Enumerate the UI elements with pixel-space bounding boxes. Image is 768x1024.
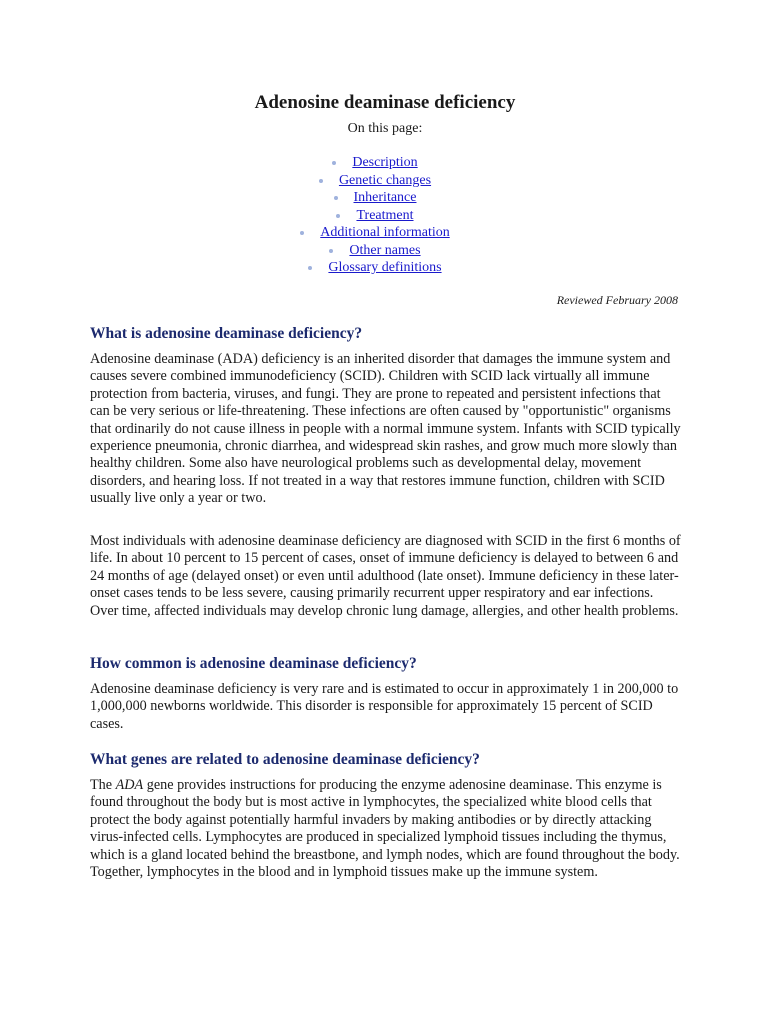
toc-link-treatment[interactable]: Treatment (356, 207, 414, 223)
gene-name: ADA (115, 777, 144, 793)
section-paragraph: Adenosine deaminase (ADA) deficiency is an inherited disorder that damages the immune system and causes severe combined immunodeficiency (SCID). Children with SCID lack virtually all immune protection from bacteria, viruses, and fungi. They are prone to repeated and persistent infections that can be very serious or life-threatening. These infections are often caused by "opportunistic" organisms that ordinarily do not cause illness in people with a normal immune system. Infants with SCID typically experience pneumonia, chronic diarrhea, and widespread skin rashes, and grow much more slowly than healthy children. Some also have neurological problems such as developmental delay, movement disorders, and hearing loss. If not treated in a way that restores immune function, children with SCID usually live only a year or two. (90, 351, 681, 507)
paragraph-text: The (90, 777, 116, 793)
section-heading-what-is: What is adenosine deaminase deficiency? (90, 325, 363, 342)
toc-item-glossary-definitions (90, 259, 680, 277)
bullet-icon (319, 179, 323, 183)
toc-item-additional-information (90, 224, 680, 242)
bullet-icon (329, 249, 333, 253)
toc-link-genetic-changes[interactable]: Genetic changes (338, 172, 432, 188)
bullet-icon (308, 266, 312, 270)
table-of-contents (90, 154, 680, 277)
toc-link-description[interactable]: Description (352, 155, 418, 170)
bullet-icon (336, 214, 340, 218)
toc-link-other-names[interactable]: Other names (349, 242, 421, 258)
bullet-icon (300, 231, 304, 235)
toc-item-inheritance (90, 189, 680, 207)
toc-link-glossary-definitions[interactable]: Glossary definitions (328, 260, 442, 275)
toc-item-treatment (90, 207, 680, 225)
on-this-page-label: On this page: (347, 121, 423, 136)
bullet-icon (334, 196, 338, 200)
bullet-icon (332, 161, 336, 165)
section-paragraph (90, 777, 682, 881)
section-heading-how-common: How common is adenosine deaminase deficiency? (90, 655, 417, 672)
toc-link-additional-information[interactable]: Additional information (320, 225, 450, 240)
section-paragraph: Most individuals with adenosine deaminase deficiency are diagnosed with SCID in the first 6 months of life. In about 10 percent to 15 percent of cases, onset of immune deficiency is delayed to between 6 and 24 months of age (delayed onset) or even until adulthood (late onset). Immune deficiency in these later-onset cases tends to be less severe, causing primarily recurrent upper respiratory and ear infections. Over time, affected individuals may develop chronic lung damage, allergies, and other health problems. (90, 533, 681, 619)
toc-item-other-names (90, 242, 680, 260)
paragraph-text: gene provides instructions for producing the enzyme adenosine deaminase. This enzyme is found throughout the body but is most active in lymphocytes, the specialized white blood cells that protect the body against potentially harmful invaders by making antibodies or by directly attacking virus-infected cells. Lymphocytes are produced in specialized lymphoid tissues including the thymus, which is a gland located behind the breastbone, and lymph nodes, which are found throughout the body. Together, lymphocytes in the blood and in lymphoid tissues make up the immune system. (90, 777, 680, 881)
section-heading-genes: What genes are related to adenosine deaminase deficiency? (90, 751, 480, 768)
toc-item-description (90, 154, 680, 172)
toc-link-inheritance[interactable]: Inheritance (353, 190, 417, 205)
reviewed-date: Reviewed February 2008 (556, 293, 678, 307)
toc-item-genetic-changes (90, 172, 680, 190)
page-title: Adenosine deaminase deficiency (254, 92, 516, 113)
section-paragraph: Adenosine deaminase deficiency is very rare and is estimated to occur in approximately 1 in 200,000 to 1,000,000 newborns worldwide. This disorder is responsible for approximately 15 percent of SCID cases. (90, 681, 679, 732)
